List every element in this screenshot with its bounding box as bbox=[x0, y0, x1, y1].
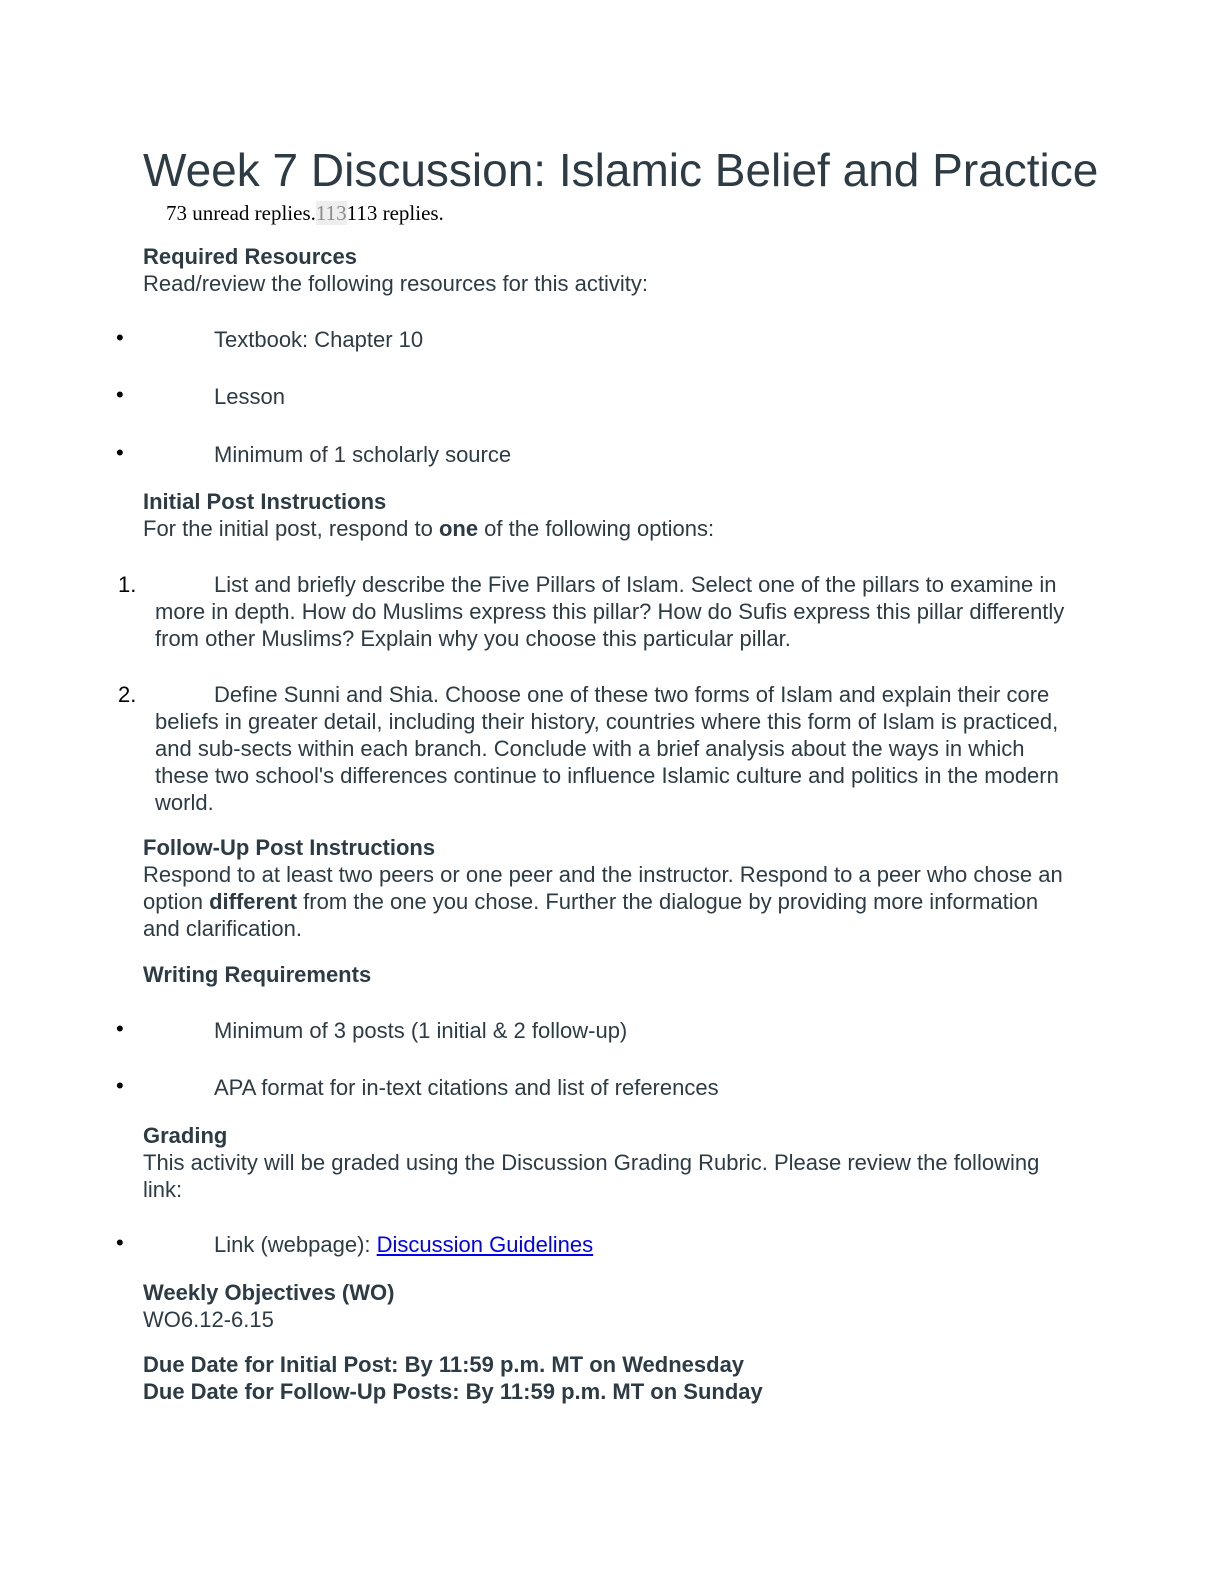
section-heading: Required Resources bbox=[143, 244, 357, 269]
section-heading: Grading bbox=[143, 1123, 228, 1148]
option-item bbox=[118, 681, 1078, 816]
bullet-icon: • bbox=[116, 382, 124, 407]
option-number: 1. bbox=[118, 572, 137, 597]
section-heading: Initial Post Instructions bbox=[143, 489, 387, 514]
section-intro: Read/review the following resources for this activity: bbox=[143, 271, 648, 296]
reply-count bbox=[166, 199, 444, 227]
bullet-icon: • bbox=[116, 1016, 124, 1041]
section-heading: Writing Requirements bbox=[143, 962, 372, 987]
page-title: Week 7 Discussion: Islamic Belief and Practice bbox=[143, 144, 1099, 196]
option-number: 2. bbox=[118, 682, 137, 707]
grading-section bbox=[143, 1122, 1073, 1203]
objectives-value: WO6.12-6.15 bbox=[143, 1307, 274, 1332]
required-resources-section bbox=[143, 243, 1073, 297]
initial-post-section bbox=[143, 488, 1073, 542]
reply-count-highlight: 113 bbox=[315, 201, 347, 225]
weekly-objectives-section bbox=[143, 1279, 1073, 1333]
section-intro: For the initial post, respond to one of the following options: bbox=[143, 516, 715, 541]
bullet-icon: • bbox=[116, 1230, 124, 1255]
section-heading: Follow-Up Post Instructions bbox=[143, 835, 436, 860]
due-dates-section bbox=[143, 1351, 1073, 1405]
discussion-guidelines-link[interactable]: Discussion Guidelines bbox=[376, 1232, 594, 1257]
writing-requirements-section bbox=[143, 961, 1073, 988]
option-item bbox=[118, 571, 1078, 652]
section-heading: Weekly Objectives (WO) bbox=[143, 1280, 395, 1305]
option-text: Define Sunni and Shia. Choose one of these two forms of Islam and explain their core beliefs in greater detail, including their history, countries where this form of Islam is practiced, and sub-sects within each branch. Conclude with a brief analysis about the ways in which these two school's differences continue to influence Islamic culture and politics in the modern world. bbox=[155, 682, 1059, 815]
due-date-follow-up: Due Date for Follow-Up Posts: By 11:59 p.m. MT on Sunday bbox=[143, 1379, 763, 1404]
bullet-icon: • bbox=[116, 1073, 124, 1098]
unread-replies: 73 unread replies. bbox=[166, 201, 316, 225]
follow-up-section bbox=[143, 834, 1073, 942]
section-text: Respond to at least two peers or one peer and the instructor. Respond to a peer who chose an option different from the one you chose. Further the dialogue by providing more information and clarification. bbox=[143, 862, 1063, 941]
document-page: Week 7 Discussion: Islamic Belief and Practice 73 unread replies.113113 replies. Required Resources Read/review the following resources for this activity: • Textbook: Chapter 10 • Lesson • Minimum of 1 scholarly source Initial Post Instructions For the initial post, respond to one of the following options: 1. List and briefly describe the Five Pillars of Islam. Select one of the pillars to examine in more in depth. How do Muslims express this pillar? How do Sufis express this pillar differently from other Muslims? Explain why you choose this particular pillar. 2. Define Sunni and Shia. Choose one of these two forms of Islam and explain their core beliefs in greater detail, including their history, countries where this form of Islam is practiced, and sub-sects within each branch. Conclude with a brief analysis about the ways in which these two school's differences continue to influence Islamic culture and politics in the modern world. Follow-Up Post Instructions Respond to at least two peers or one peer and the instructor. Respond to a peer who chose an option different from the one you chose. Further the dialogue by providing more information and clarification. Writing Requirements • Minimum of 3 posts (1 initial & 2 follow-up) • APA format for in-text citations and list of references Grading This activity will be graded using the Discussion Grading Rubric. Please review the following link: • Link (webpage): Discussion Guidelines Weekly Objectives (WO) WO6.12-6.15 Due Date for Initial Post: By 11:59 p.m. MT on Wednesday Due Date for Follow-Up Posts: By 11:59 p.m. MT on Sunday bbox=[116, 144, 1099, 1404]
bullet-icon: • bbox=[116, 440, 124, 465]
bullet-icon: • bbox=[116, 325, 124, 350]
option-text: List and briefly describe the Five Pillars of Islam. Select one of the pillars to examine in more in depth. How do Muslims express this pillar? How do Sufis express this pillar differently from other Muslims? Explain why you choose this particular pillar. bbox=[155, 572, 1065, 651]
section-text: This activity will be graded using the Discussion Grading Rubric. Please review the following link: bbox=[143, 1150, 1040, 1202]
due-date-initial: Due Date for Initial Post: By 11:59 p.m. MT on Wednesday bbox=[143, 1352, 745, 1377]
total-replies: 113 replies. bbox=[346, 201, 444, 225]
